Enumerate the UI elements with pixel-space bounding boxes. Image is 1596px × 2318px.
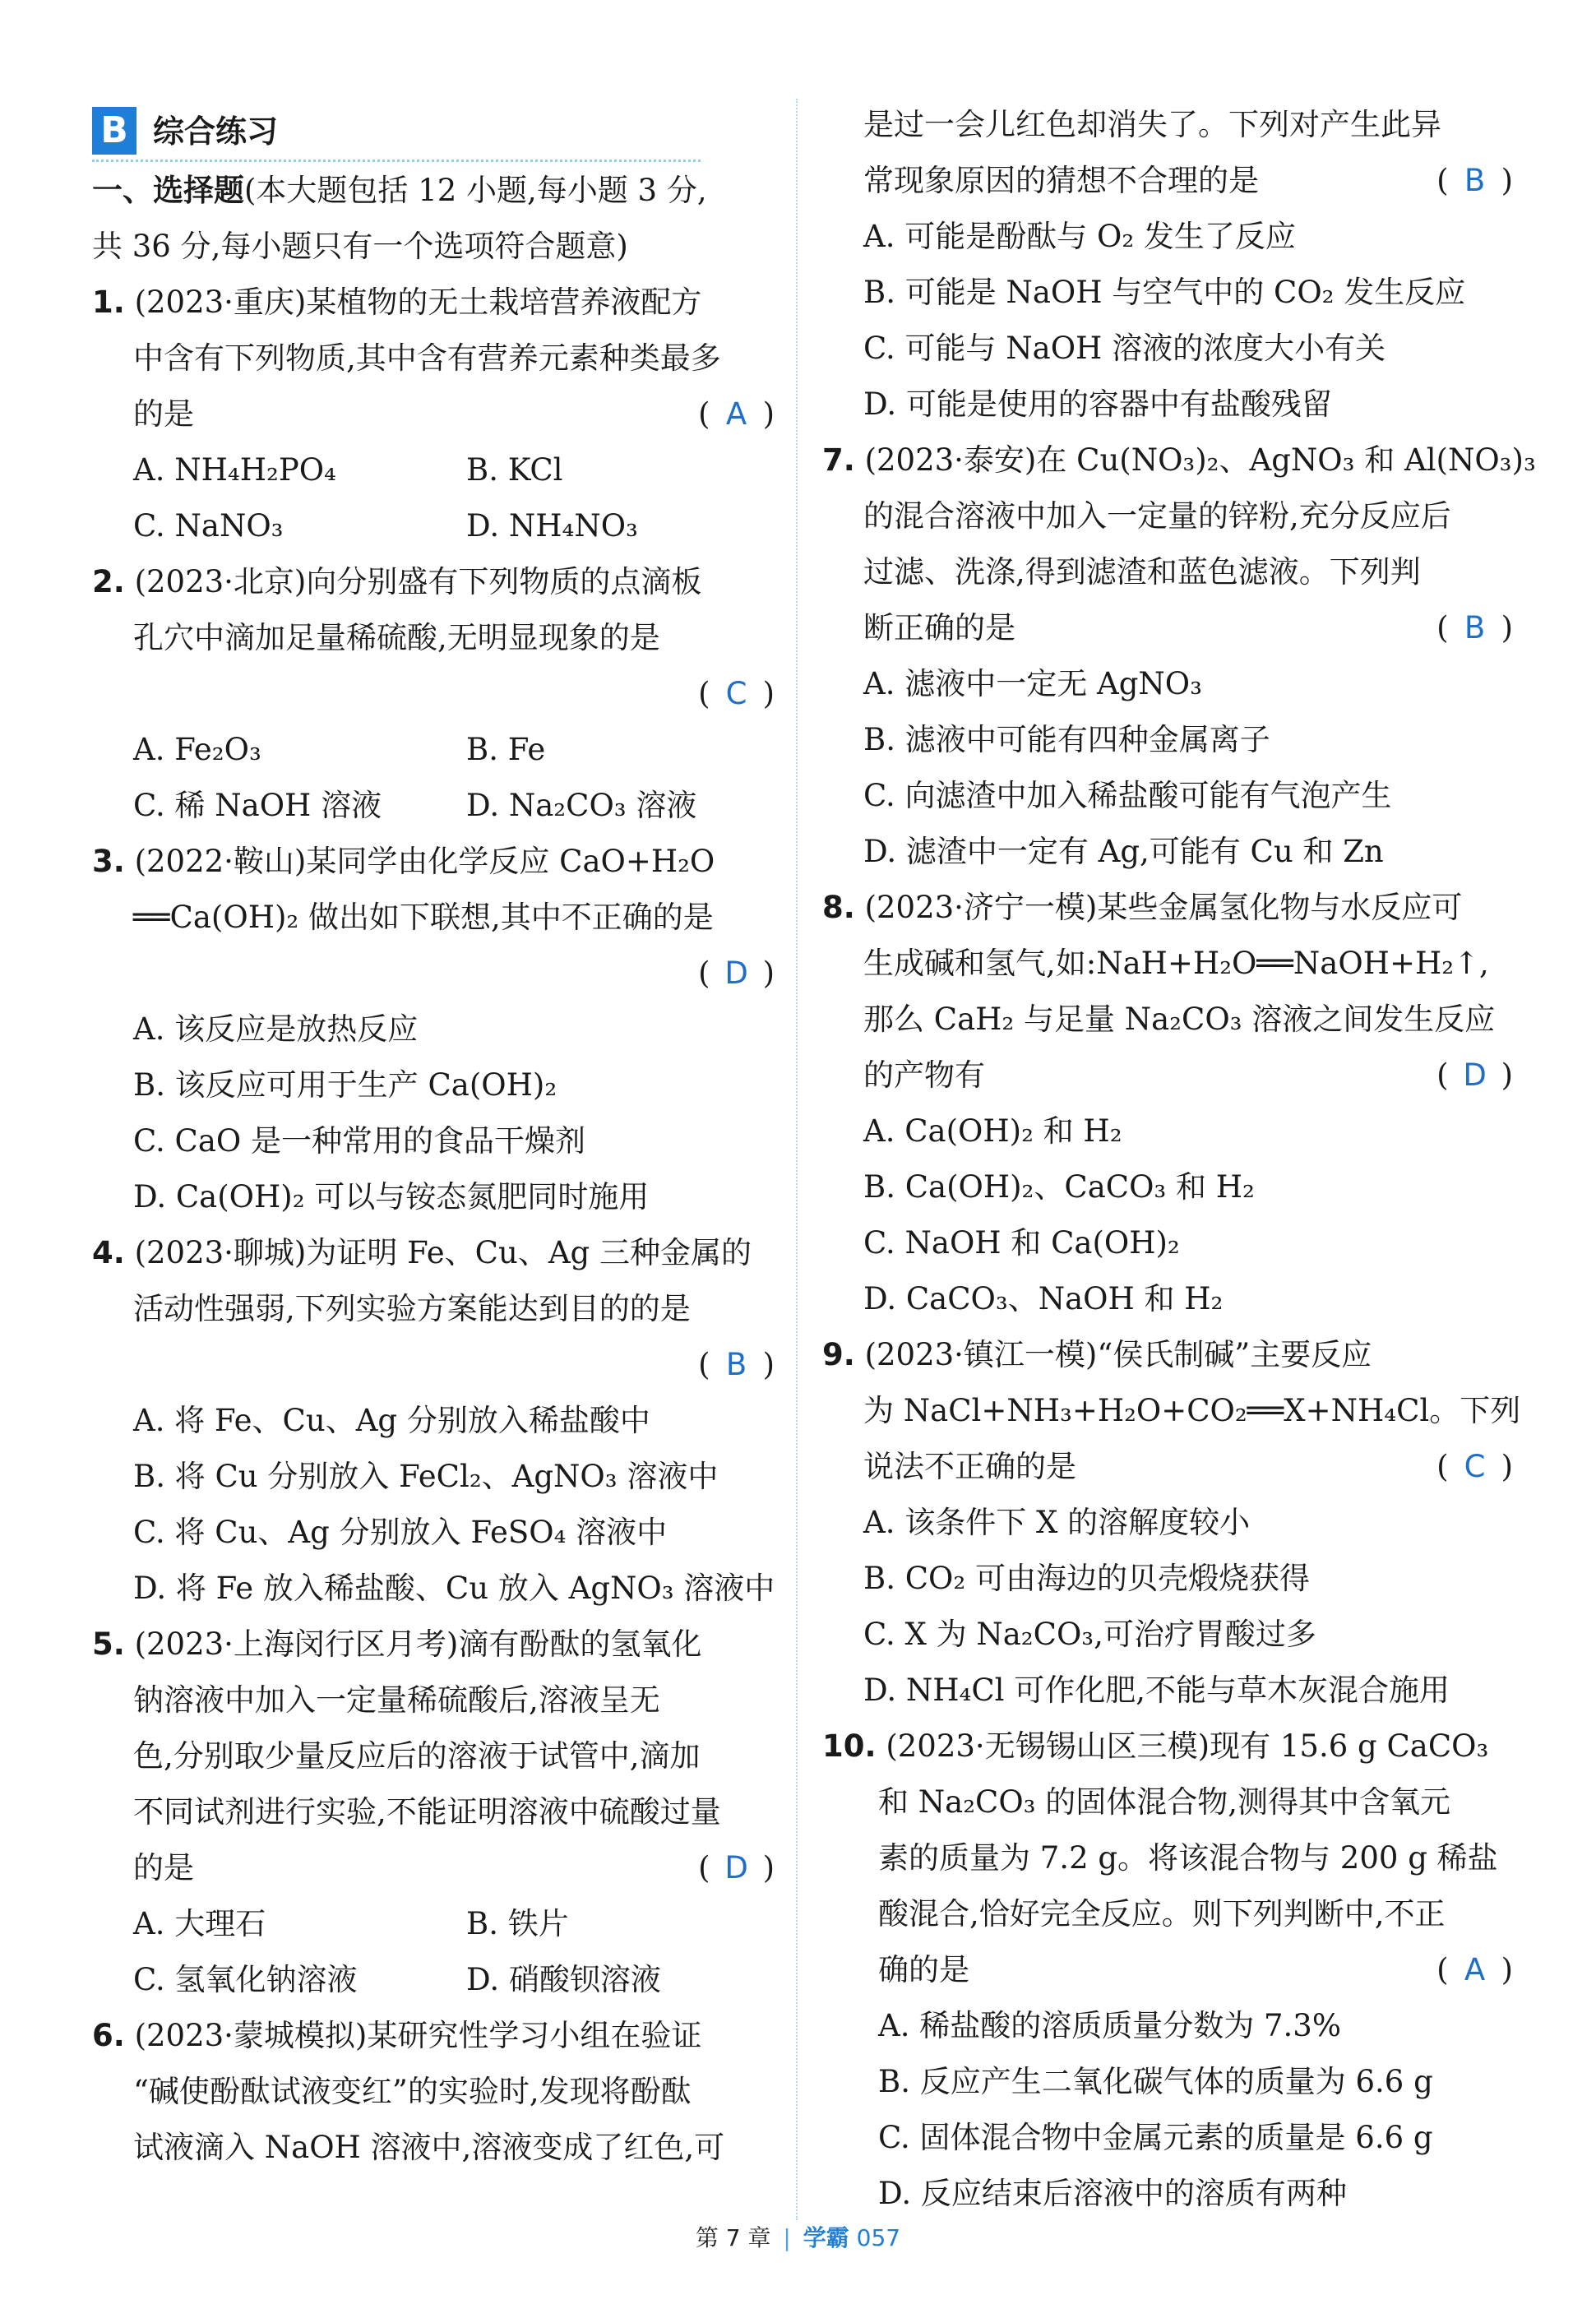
paren-open: ( xyxy=(1436,1057,1449,1093)
answer-line xyxy=(92,946,775,1002)
option: D. 将 Fe 放入稀盐酸、Cu 放入 AgNO₃ 溶液中 xyxy=(133,1571,775,1606)
question-line xyxy=(92,2008,775,2064)
answer-slot xyxy=(698,386,775,442)
question-line: 酸混合,恰好完全反应。则下列判断中,不正 xyxy=(878,1896,1446,1932)
question-number: 5. xyxy=(92,1626,125,1662)
option: C. NaNO₃ xyxy=(133,508,284,544)
question-number: 4. xyxy=(92,1235,125,1270)
paren-open: ( xyxy=(698,1850,710,1885)
option: A. 大理石 xyxy=(133,1906,266,1941)
question-line xyxy=(822,880,1513,936)
paren-close: ) xyxy=(1501,1057,1513,1093)
paren-close: ) xyxy=(762,676,775,711)
intro-heading: 一、选择题 xyxy=(92,173,244,208)
option-row xyxy=(92,778,775,834)
option: B. CO₂ 可由海边的贝壳煅烧获得 xyxy=(863,1561,1310,1596)
question-text: (2023·无锡锡山区三模)现有 15.6 g CaCO₃ xyxy=(886,1728,1489,1764)
question-number: 10. xyxy=(822,1728,877,1764)
question-text: (2023·聊城)为证明 Fe、Cu、Ag 三种金属的 xyxy=(134,1235,752,1270)
question-text: 常现象原因的猜想不合理的是 xyxy=(863,163,1259,198)
paren-open: ( xyxy=(1436,610,1449,645)
question-line: 是过一会儿红色却消失了。下列对产生此异 xyxy=(863,107,1441,142)
intro-rest: (本大题包括 12 小题,每小题 3 分, xyxy=(244,173,707,208)
question-text: (2023·上海闵行区月考)滴有酚酞的氢氧化 xyxy=(134,1626,702,1662)
question-text: 确的是 xyxy=(878,1952,969,1987)
answer-value: A xyxy=(725,396,747,432)
option: B. 将 Cu 分别放入 FeCl₂、AgNO₃ 溶液中 xyxy=(133,1459,719,1494)
answer-line xyxy=(92,666,775,722)
question-text: (2023·北京)向分别盛有下列物质的点滴板 xyxy=(134,564,702,599)
question-number: 9. xyxy=(822,1337,855,1372)
paren-open: ( xyxy=(698,1347,710,1382)
paren-close: ) xyxy=(762,1347,775,1382)
option: C. 向滤渣中加入稀盐酸可能有气泡产生 xyxy=(863,778,1392,813)
option: C. 稀 NaOH 溶液 xyxy=(133,788,382,823)
question-text: (2022·鞍山)某同学由化学反应 CaO+H₂O xyxy=(134,844,715,879)
question-text: (2023·蒙城模拟)某研究性学习小组在验证 xyxy=(134,2018,702,2053)
option: D. Na₂CO₃ 溶液 xyxy=(466,788,697,823)
intro-line-1 xyxy=(92,163,775,219)
question-line: 的混合溶液中加入一定量的锌粉,充分反应后 xyxy=(863,498,1451,534)
option: A. Ca(OH)₂ 和 H₂ xyxy=(863,1113,1122,1149)
paren-open: ( xyxy=(698,396,710,432)
paren-open: ( xyxy=(1436,1449,1449,1484)
option: B. 滤液中可能有四种金属离子 xyxy=(863,722,1270,757)
question-text: (2023·济宁一模)某些金属氢化物与水反应可 xyxy=(864,890,1463,925)
option: C. 将 Cu、Ag 分别放入 FeSO₄ 溶液中 xyxy=(133,1515,668,1550)
question-line: 孔穴中滴加足量稀硫酸,无明显现象的是 xyxy=(133,620,660,655)
paren-close: ) xyxy=(1501,610,1513,645)
question-3 xyxy=(92,834,775,1225)
option: C. CaO 是一种常用的食品干燥剂 xyxy=(133,1123,585,1159)
option: B. 反应产生二氧化碳气体的质量为 6.6 g xyxy=(878,2064,1433,2099)
left-column xyxy=(92,163,775,2176)
answer-slot xyxy=(1436,1942,1513,1998)
question-line xyxy=(822,1942,1513,1998)
answer-value: D xyxy=(724,955,748,991)
paren-open: ( xyxy=(1436,163,1449,198)
option: D. Ca(OH)₂ 可以与铵态氮肥同时施用 xyxy=(133,1179,650,1215)
question-line xyxy=(822,1327,1513,1383)
option: C. 氢氧化钠溶液 xyxy=(133,1962,358,1997)
question-line: 不同试剂进行实验,不能证明溶液中硫酸过量 xyxy=(133,1794,721,1830)
page-number: 057 xyxy=(856,2224,901,2251)
question-5 xyxy=(92,1617,775,2008)
option: D. 滤渣中一定有 Ag,可能有 Cu 和 Zn xyxy=(863,834,1384,869)
option: C. NaOH 和 Ca(OH)₂ xyxy=(863,1225,1180,1261)
question-text: 说法不正确的是 xyxy=(863,1449,1076,1484)
question-line: 为 NaCl+NH₃+H₂O+CO₂══X+NH₄Cl。下列 xyxy=(863,1393,1521,1428)
option: A. 可能是酚酞与 O₂ 发生了反应 xyxy=(863,219,1296,254)
question-line: 过滤、洗涤,得到滤渣和蓝色滤液。下列判 xyxy=(863,554,1421,590)
answer-slot xyxy=(1436,1439,1513,1495)
question-text: 的是 xyxy=(133,396,194,432)
question-text: (2023·镇江一模)“侯氏制碱”主要反应 xyxy=(864,1337,1372,1372)
question-line xyxy=(92,386,775,442)
question-line: 素的质量为 7.2 g。将该混合物与 200 g 稀盐 xyxy=(878,1840,1498,1876)
footer-brand: 学霸 xyxy=(803,2224,849,2251)
question-line xyxy=(822,600,1513,656)
option: A. 滤液中一定无 AgNO₃ xyxy=(863,666,1202,701)
option-row xyxy=(92,1896,775,1952)
question-6-part-2 xyxy=(822,97,1513,433)
option: D. NH₄Cl 可作化肥,不能与草木灰混合施用 xyxy=(863,1673,1450,1708)
question-line xyxy=(822,1439,1513,1495)
answer-slot xyxy=(1436,600,1513,656)
paren-close: ) xyxy=(762,396,775,432)
question-line xyxy=(92,1225,775,1281)
column-divider xyxy=(796,99,798,2220)
option: A. 稀盐酸的溶质质量分数为 7.3% xyxy=(878,2008,1342,2043)
option: D. NH₄NO₃ xyxy=(466,508,638,544)
page-footer xyxy=(0,2220,1596,2253)
footer-separator: | xyxy=(783,2224,791,2251)
question-text: 的是 xyxy=(133,1850,194,1885)
question-number: 3. xyxy=(92,844,125,879)
answer-value: B xyxy=(1464,610,1486,645)
question-line: 中含有下列物质,其中含有营养元素种类最多 xyxy=(133,340,721,376)
header-rule xyxy=(92,160,701,162)
option: A. 将 Fe、Cu、Ag 分别放入稀盐酸中 xyxy=(133,1403,650,1438)
answer-slot xyxy=(1436,1048,1513,1103)
section-header xyxy=(92,100,701,158)
option: B. KCl xyxy=(466,452,563,488)
answer-line xyxy=(92,1337,775,1393)
intro-line-2: 共 36 分,每小题只有一个选项符合题意) xyxy=(92,229,628,264)
section-badge: B xyxy=(92,107,136,155)
question-number: 6. xyxy=(92,2018,125,2053)
question-line: 和 Na₂CO₃ 的固体混合物,测得其中含氧元 xyxy=(878,1784,1451,1820)
answer-value: D xyxy=(1463,1057,1487,1093)
question-number: 2. xyxy=(92,564,125,599)
answer-slot xyxy=(698,1840,775,1896)
question-line xyxy=(92,1617,775,1673)
option: B. Fe xyxy=(466,732,546,767)
question-9 xyxy=(822,1327,1521,1719)
question-line xyxy=(92,554,775,610)
option: B. Ca(OH)₂、CaCO₃ 和 H₂ xyxy=(863,1169,1255,1205)
question-line xyxy=(92,275,775,331)
right-column xyxy=(822,97,1536,2222)
paren-close: ) xyxy=(762,955,775,991)
option: A. Fe₂O₃ xyxy=(133,732,261,767)
option: A. 该反应是放热反应 xyxy=(133,1011,419,1047)
question-text: (2023·重庆)某植物的无土栽培营养液配方 xyxy=(134,285,702,320)
paren-close: ) xyxy=(1501,1952,1513,1987)
question-line: “碱使酚酞试液变红”的实验时,发现将酚酞 xyxy=(133,2074,692,2109)
answer-slot xyxy=(698,946,775,1002)
question-4 xyxy=(92,1225,775,1617)
question-10 xyxy=(822,1719,1513,2222)
question-line: ══Ca(OH)₂ 做出如下联想,其中不正确的是 xyxy=(133,900,714,935)
question-line xyxy=(92,834,775,890)
question-line: 试液滴入 NaOH 溶液中,溶液变成了红色,可 xyxy=(133,2130,725,2165)
question-line xyxy=(822,1719,1513,1774)
answer-value: C xyxy=(1464,1449,1486,1484)
option-row xyxy=(92,1952,775,2008)
option-row xyxy=(92,442,775,498)
option: B. 可能是 NaOH 与空气中的 CO₂ 发生反应 xyxy=(863,275,1466,310)
footer-chapter: 第 7 章 xyxy=(695,2224,771,2251)
option: C. X 为 Na₂CO₃,可治疗胃酸过多 xyxy=(863,1617,1316,1652)
answer-value: C xyxy=(725,676,747,711)
paren-open: ( xyxy=(1436,1952,1449,1987)
question-line: 色,分别取少量反应后的溶液于试管中,滴加 xyxy=(133,1738,701,1774)
answer-value: B xyxy=(1464,163,1486,198)
question-1 xyxy=(92,275,775,554)
question-line xyxy=(822,153,1513,209)
paren-close: ) xyxy=(1501,163,1513,198)
option-row xyxy=(92,498,775,554)
question-line: 那么 CaH₂ 与足量 Na₂CO₃ 溶液之间发生反应 xyxy=(863,1002,1496,1037)
question-line: 钠溶液中加入一定量稀硫酸后,溶液呈无 xyxy=(133,1682,660,1718)
section-title: 综合练习 xyxy=(153,113,279,150)
question-8 xyxy=(822,880,1513,1327)
question-line: 活动性强弱,下列实验方案能达到目的的是 xyxy=(133,1291,691,1326)
answer-value: B xyxy=(725,1347,747,1382)
question-number: 1. xyxy=(92,285,125,320)
option: B. 该反应可用于生产 Ca(OH)₂ xyxy=(133,1067,557,1103)
question-line xyxy=(822,433,1536,488)
answer-value: D xyxy=(724,1850,748,1885)
paren-open: ( xyxy=(698,955,710,991)
option: D. 可能是使用的容器中有盐酸残留 xyxy=(863,386,1332,422)
question-7 xyxy=(822,433,1536,880)
question-text: 断正确的是 xyxy=(863,610,1015,645)
answer-value: A xyxy=(1464,1952,1486,1987)
answer-slot xyxy=(1436,153,1513,209)
paren-open: ( xyxy=(698,676,710,711)
option: D. 反应结束后溶液中的溶质有两种 xyxy=(878,2176,1347,2211)
question-text: 的产物有 xyxy=(863,1057,985,1093)
option: A. 该条件下 X 的溶解度较小 xyxy=(863,1505,1251,1540)
paren-close: ) xyxy=(1501,1449,1513,1484)
answer-slot xyxy=(698,1337,775,1393)
answer-slot xyxy=(698,666,775,722)
question-2 xyxy=(92,554,775,834)
question-line xyxy=(92,1840,775,1896)
option: B. 铁片 xyxy=(466,1906,569,1941)
question-number: 8. xyxy=(822,890,855,925)
question-line xyxy=(822,1048,1513,1103)
question-line: 生成碱和氢气,如:NaH+H₂O══NaOH+H₂↑, xyxy=(863,946,1489,981)
option: D. 硝酸钡溶液 xyxy=(466,1962,661,1997)
option-row xyxy=(92,722,775,778)
question-6-part-1 xyxy=(92,2008,775,2176)
option: A. NH₄H₂PO₄ xyxy=(133,452,336,488)
question-text: (2023·泰安)在 Cu(NO₃)₂、AgNO₃ 和 Al(NO₃)₃ xyxy=(864,442,1536,478)
paren-close: ) xyxy=(762,1850,775,1885)
question-number: 7. xyxy=(822,442,855,478)
option: C. 可能与 NaOH 溶液的浓度大小有关 xyxy=(863,331,1386,366)
option: C. 固体混合物中金属元素的质量是 6.6 g xyxy=(878,2120,1433,2155)
option: D. CaCO₃、NaOH 和 H₂ xyxy=(863,1281,1224,1316)
